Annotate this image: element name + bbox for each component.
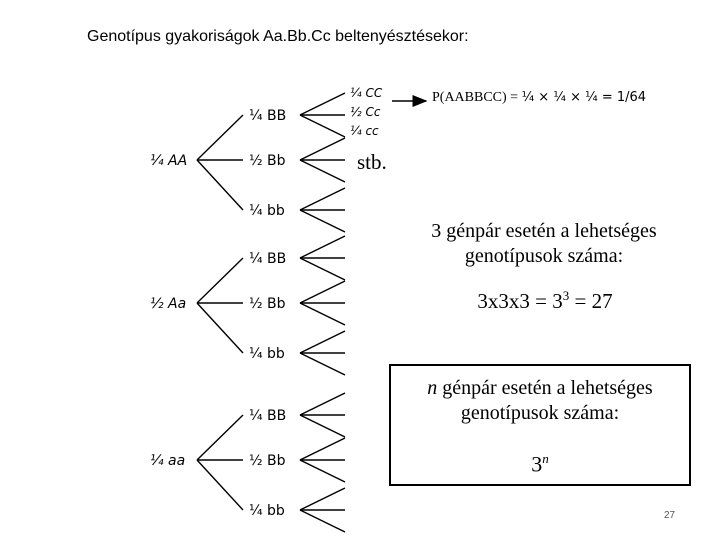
fan-edge-aa-BB-0 (300, 393, 345, 415)
fan-edge-Aa-BB-0 (300, 236, 345, 258)
fan-edge-Aa-BB-2 (300, 258, 345, 280)
level1-node-Aa: ½ Aa (150, 296, 187, 312)
level2-node-Aa-Bb: ½ Bb (249, 296, 286, 312)
fan-edge-Aa-Bb-2 (300, 303, 345, 325)
n-pairs-box (389, 364, 691, 486)
fan-edge-AA-BB-2 (300, 115, 345, 137)
level3-node-cc: ¼ cc (350, 124, 379, 138)
fan-edge-aa-bb-2 (300, 510, 345, 532)
slide-title: Genotípus gyakoriságok Aa.Bb.Cc beltenyésztésekor: (87, 28, 469, 45)
level2-node-AA-bb: ¼ bb (249, 203, 285, 219)
fan-edge-AA-Bb-0 (300, 138, 345, 160)
fan-edge-AA-bb-0 (300, 188, 345, 210)
level3-node-CC: ¼ CC (350, 86, 383, 100)
edge-Aa-bb (197, 303, 243, 353)
n-pairs-description: génpár esetén a lehetséges genotípusok száma: (437, 377, 653, 424)
edge-aa-BB (197, 415, 243, 460)
fan-edge-Aa-bb-0 (300, 331, 345, 353)
n-variable: n (427, 377, 438, 399)
n-pairs-text (391, 376, 689, 426)
stb-text: stb. (357, 150, 387, 174)
probability-lhs: P(AABBCC) = (432, 90, 522, 105)
probability-rhs: ¼ × ¼ × ¼ = 1/64 (521, 90, 647, 105)
fan-edge-Aa-bb-2 (300, 353, 345, 375)
level2-node-AA-Bb: ½ Bb (249, 153, 286, 169)
level1-node-aa: ¼ aa (150, 453, 186, 469)
formula-exponent: n (542, 451, 549, 466)
fan-edge-aa-bb-0 (300, 488, 345, 510)
probability-formula (432, 90, 646, 106)
fan-edge-AA-Bb-2 (300, 160, 345, 182)
level2-node-Aa-bb: ¼ bb (249, 346, 285, 362)
calc-base: 3x3x3 = 3 (477, 289, 563, 313)
fan-edge-AA-bb-2 (300, 210, 345, 232)
level1-node-AA: ¼ AA (150, 153, 188, 169)
level2-node-aa-bb: ¼ bb (249, 503, 285, 519)
level2-node-AA-BB: ¼ BB (249, 108, 287, 124)
page-number: 27 (664, 510, 676, 521)
edge-aa-bb (197, 460, 243, 510)
fan-edge-AA-BB-0 (300, 93, 345, 115)
three-pairs-text: 3 génpár esetén a lehetséges genotípusok száma: (431, 220, 657, 267)
edge-AA-BB (197, 115, 243, 160)
edge-AA-bb (197, 160, 243, 210)
n-pairs-formula (391, 451, 689, 477)
calc-result: = 27 (569, 289, 613, 313)
three-pairs-calc (430, 288, 660, 314)
fan-edge-aa-BB-2 (300, 415, 345, 437)
level2-node-Aa-BB: ¼ BB (249, 251, 287, 267)
edge-Aa-BB (197, 258, 243, 303)
formula-base: 3 (531, 451, 543, 477)
fan-edge-aa-Bb-2 (300, 460, 345, 482)
level2-node-aa-Bb: ½ Bb (249, 453, 286, 469)
fan-edge-aa-Bb-0 (300, 438, 345, 460)
fan-edge-Aa-Bb-0 (300, 281, 345, 303)
calc-exponent: 3 (562, 288, 570, 303)
level2-node-aa-BB: ¼ BB (249, 408, 287, 424)
level3-node-Cc: ½ Cc (350, 105, 381, 119)
